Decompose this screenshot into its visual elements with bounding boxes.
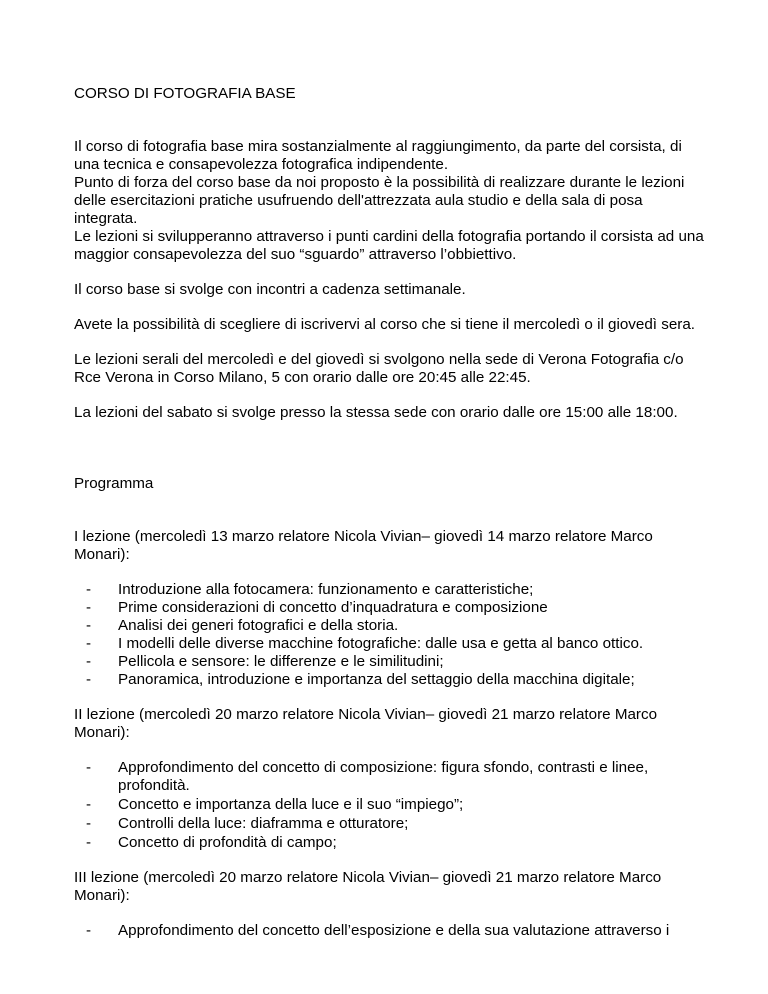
list-item (74, 581, 704, 599)
list-item-text: Approfondimento del concetto dell’esposizione e della sua valutazione attraverso i (118, 922, 670, 939)
document-page (74, 85, 704, 957)
bullet-dash: - (86, 671, 92, 688)
intro-section (74, 138, 704, 264)
list-item-text: Controlli della luce: diaframma e otturatore; (118, 815, 409, 832)
lesson-heading: I lezione (mercoledì 13 marzo relatore Nicola Vivian– giovedì 14 marzo relatore Marco Monari): (74, 528, 653, 563)
list-item (74, 671, 704, 689)
schedule-paragraph: La lezioni del sabato si svolge presso la stessa sede con orario dalle ore 15:00 alle 18:00. (74, 404, 678, 421)
schedule-paragraph: Avete la possibilità di scegliere di iscrivervi al corso che si tiene il mercoledì o il giovedì sera. (74, 316, 695, 333)
bullet-dash: - (86, 834, 92, 851)
list-item-text: Approfondimento del concetto di composizione: figura sfondo, contrasti e linee, profondità. (118, 759, 649, 794)
schedule-paragraph: Il corso base si svolge con incontri a cadenza settimanale. (74, 281, 466, 298)
bullet-dash: - (86, 599, 92, 616)
lesson-item-list (74, 759, 704, 852)
program-title: Programma (74, 475, 154, 492)
list-item (74, 653, 704, 671)
lesson-item-list (74, 922, 704, 940)
bullet-dash: - (86, 759, 92, 776)
list-item (74, 759, 704, 795)
list-item (74, 635, 704, 653)
bullet-dash: - (86, 922, 92, 939)
list-item (74, 834, 704, 852)
document-title: CORSO DI FOTOGRAFIA BASE (74, 85, 296, 102)
bullet-dash: - (86, 796, 92, 813)
list-item-text: Concetto di profondità di campo; (118, 834, 337, 851)
list-item-text: Panoramica, introduzione e importanza del settaggio della macchina digitale; (118, 671, 635, 688)
schedule-paragraph: Le lezioni serali del mercoledì e del giovedì si svolgono nella sede di Verona Fotografia c/o Rce Verona in Corso Milano, 5 con orario dalle ore 20:45 alle 22:45. (74, 351, 684, 386)
list-item-text: Analisi dei generi fotografici e della storia. (118, 617, 399, 634)
lesson-item-list (74, 581, 704, 689)
intro-paragraph: Le lezioni si svilupperanno attraverso i punti cardini della fotografia portando il corsista ad una maggior consapevolezza del suo “sguardo” attraverso l’obbiettivo. (74, 228, 704, 263)
list-item (74, 796, 704, 814)
list-item-text: Concetto e importanza della luce e il suo “impiego”; (118, 796, 464, 813)
bullet-dash: - (86, 635, 92, 652)
list-item-text: Introduzione alla fotocamera: funzionamento e caratteristiche; (118, 581, 534, 598)
lesson-heading: II lezione (mercoledì 20 marzo relatore Nicola Vivian– giovedì 21 marzo relatore Marco Monari): (74, 706, 658, 741)
intro-paragraph: Il corso di fotografia base mira sostanzialmente al raggiungimento, da parte del corsista, di una tecnica e consapevolezza fotografica indipendente. (74, 138, 682, 173)
list-item-text: Prime considerazioni di concetto d’inquadratura e composizione (118, 599, 548, 616)
list-item-text: Pellicola e sensore: le differenze e le similitudini; (118, 653, 444, 670)
bullet-dash: - (86, 815, 92, 832)
lesson-heading: III lezione (mercoledì 20 marzo relatore Nicola Vivian– giovedì 21 marzo relatore Marco Monari): (74, 869, 662, 904)
list-item (74, 815, 704, 833)
bullet-dash: - (86, 653, 92, 670)
bullet-dash: - (86, 617, 92, 634)
intro-paragraph: Punto di forza del corso base da noi proposto è la possibilità di realizzare durante le lezioni delle esercitazioni pratiche usufruendo dell'attrezzata aula studio e della sala di posa integrata. (74, 174, 685, 227)
list-item (74, 922, 704, 940)
list-item (74, 599, 704, 617)
list-item-text: I modelli delle diverse macchine fotografiche: dalle usa e getta al banco ottico. (118, 635, 644, 652)
list-item (74, 617, 704, 635)
bullet-dash: - (86, 581, 92, 598)
